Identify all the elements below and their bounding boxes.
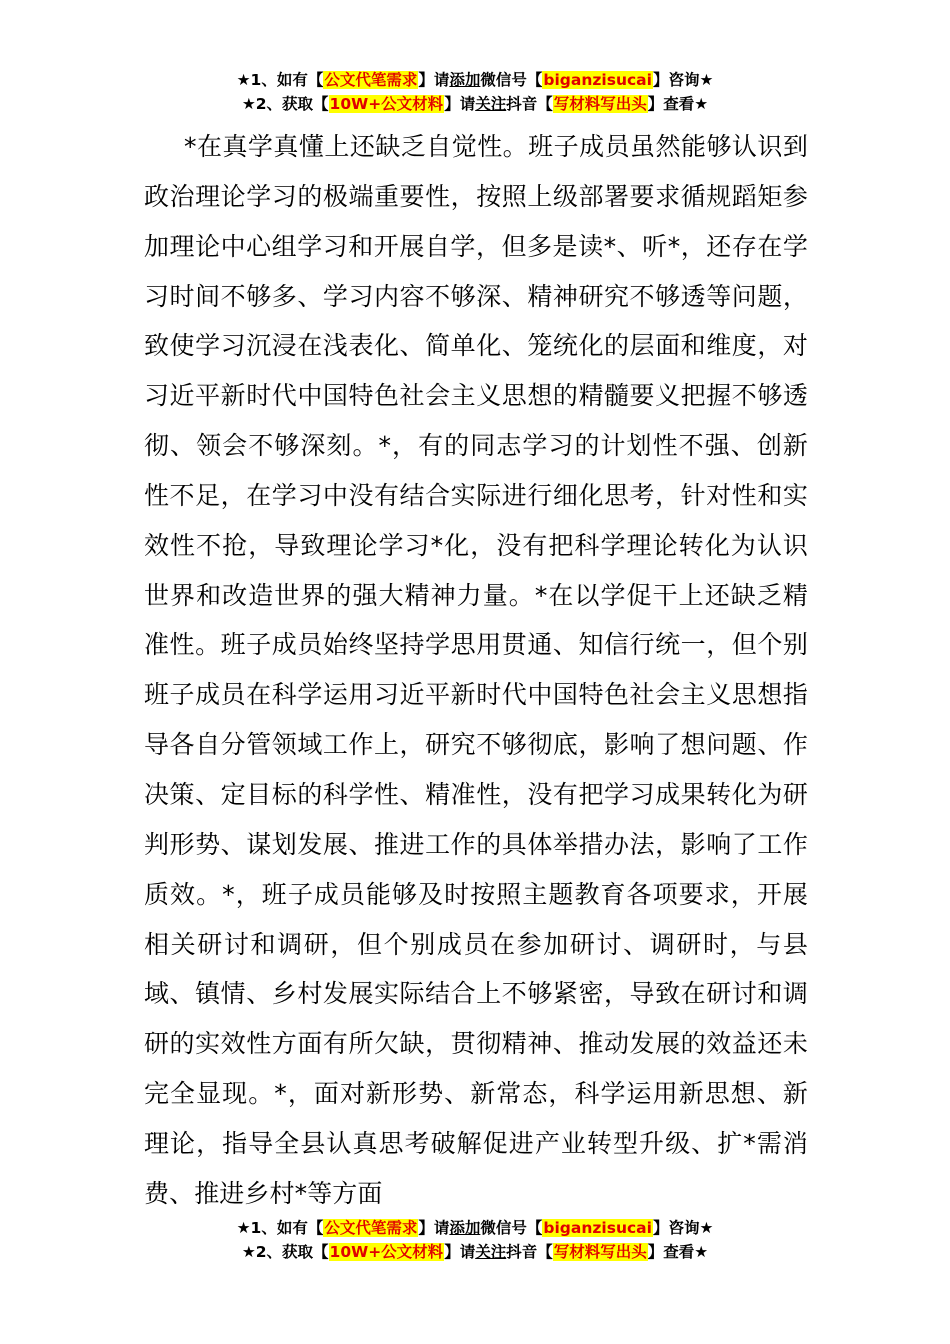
- highlight-materials: 10W+公文材料: [329, 1243, 444, 1261]
- promo-line-2: ★2、获取【10W+公文材料】请关注抖音【写材料写出头】查看★: [241, 1243, 709, 1261]
- body-paragraph: *在真学真懂上还缺乏自觉性。班子成员虽然能够认识到政治理论学习的极端重要性，按照上级部署要求循规蹈矩参加理论中心组学习和开展自学，但多是读*、听*，还存在学习时间不够多、学习内容不够深、精神研究不够透等问题，致使学习沉浸在浅表化、简单化、笼统化的层面和维度，对习近平新时代中国特色社会主义思想的精髓要义把握不够透彻、领会不够深刻。*，有的同志学习的计划性不强、创新性不足，在学习中没有结合实际进行细化思考，针对性和实效性不抢，导致理论学习*化，没有把科学理论转化为认识世界和改造世界的强大精神力量。*在以学促干上还缺乏精准性。班子成员始终坚持学思用贯通、知信行统一，但个别班子成员在科学运用习近平新时代中国特色社会主义思想指导各自分管领域工作上，研究不够彻底，影响了想问题、作决策、定目标的科学性、精准性，没有把学习成果转化为研判形势、谋划发展、推进工作的具体举措办法，影响了工作质效。*，班子成员能够及时按照主题教育各项要求，开展相关研讨和调研，但个别成员在参加研讨、调研时，与县域、镇情、乡村发展实际结合上不够紧密，导致在研讨和调研的实效性方面有所欠缺，贯彻精神、推动发展的效益还未完全显现。*，面对新形势、新常态，科学运用新思想、新理论，指导全县认真思考破解促进产业转型升级、扩*需消费、推进乡村*等方面: [144, 132, 808, 1208]
- promo-header: [0, 68, 950, 116]
- document-body: [144, 122, 808, 1219]
- promo-line-1: ★1、如有【公文代笔需求】请添加微信号【biganzisucai】咨询★: [236, 71, 714, 89]
- promo-line-1: ★1、如有【公文代笔需求】请添加微信号【biganzisucai】咨询★: [236, 1219, 714, 1237]
- highlight-wechat-id: biganzisucai: [543, 71, 652, 89]
- promo-footer: [0, 1216, 950, 1264]
- highlight-materials: 10W+公文材料: [329, 95, 444, 113]
- highlight-service: 公文代笔需求: [324, 1219, 418, 1237]
- highlight-wechat-id: biganzisucai: [543, 1219, 652, 1237]
- highlight-douyin: 写材料写出头: [553, 1243, 647, 1261]
- promo-line-2: ★2、获取【10W+公文材料】请关注抖音【写材料写出头】查看★: [241, 95, 709, 113]
- highlight-douyin: 写材料写出头: [553, 95, 647, 113]
- highlight-service: 公文代笔需求: [324, 71, 418, 89]
